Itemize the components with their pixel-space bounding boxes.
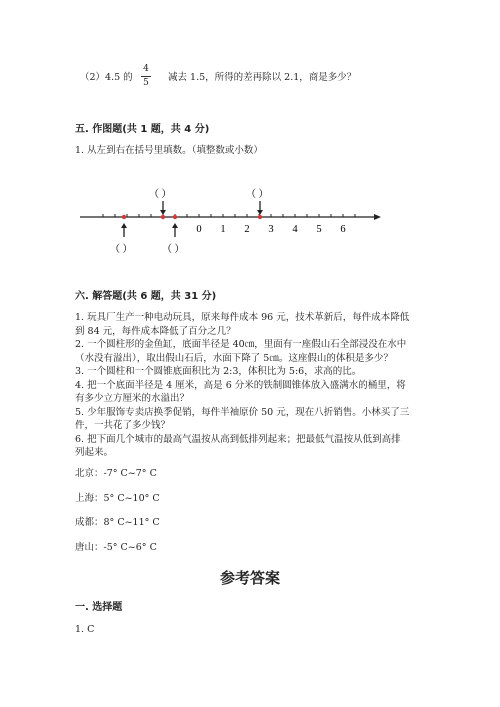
question-line: 列起来。: [75, 447, 114, 458]
fraction-bar: [141, 76, 151, 77]
fraction-numerator: 4: [143, 64, 149, 74]
answer-paren-upper-2[interactable]: （ ）: [246, 189, 269, 200]
tick-label-6: 6: [340, 224, 346, 235]
question-line: 4. 把一个底面半径是 4 厘米，高是 6 分米的铁制圆锥体放入盛满水的桶里，将: [75, 379, 406, 391]
tick-label-5: 5: [316, 224, 322, 235]
number-line-diagram: [0, 180, 500, 270]
fraction-denominator: 5: [143, 78, 149, 88]
down-arrow-2: [257, 201, 263, 215]
fraction-4-5: [141, 64, 151, 89]
axis-arrowhead: [374, 214, 381, 220]
question-line: 6. 把下面几个城市的最高气温按从高到低排列起来；把最低气温按从低到高排: [75, 433, 401, 445]
section-5-question-1: 1. 从左到右在括号里填数。（填整数或小数）: [75, 145, 263, 156]
tick-label-0: 0: [196, 224, 202, 235]
city-temp-shanghai: 上海：5° C~10° C: [75, 493, 160, 504]
up-arrow-1: [121, 223, 127, 237]
question-2-prefix: （2）4.5 的: [80, 72, 133, 83]
question-line: 有多少立方厘米的水溢出？: [75, 393, 190, 404]
question-line: （水没有溢出），取出假山石后，水面下降了 5㎝。这座假山的体积是多少？: [75, 352, 393, 364]
city-temp-tangshan: 唐山：-5° C~6° C: [75, 542, 157, 553]
point-marker-3: [173, 215, 177, 219]
city-temp-beijing: 北京：-7° C~7° C: [75, 468, 157, 479]
answer-paren-lower-2[interactable]: （ ）: [162, 244, 185, 255]
answer-paren-lower-1[interactable]: （ ）: [110, 244, 133, 255]
point-marker-1: [122, 215, 126, 219]
tick-label-1: 1: [220, 224, 226, 235]
question-line: 2. 一个圆柱形的金鱼缸，底面半径是 40㎝，里面有一座假山石全部浸没在水中: [75, 339, 407, 350]
city-temp-chengdu: 成都：8° C~11° C: [75, 517, 160, 528]
question-line: 到 84 元，每件成本降低了百分之几？: [75, 325, 236, 337]
down-arrow-1: [160, 201, 166, 215]
question-line: 5. 少年服饰专卖店换季促销，每件半袖原价 50 元，现在八折销售。小林买了三: [75, 406, 410, 418]
question-line: 1. 玩具厂生产一种电动玩具，原来每件成本 96 元，技术革新后，每件成本降低: [75, 312, 410, 323]
answers-title: 参考答案: [219, 569, 280, 587]
answer-paren-upper-1[interactable]: （ ）: [149, 189, 172, 200]
point-marker-4: [258, 215, 262, 219]
question-2-suffix: 减去 1.5，所得的差再除以 2.1，商是多少？: [168, 72, 357, 83]
section-6-questions: [75, 311, 435, 460]
section-5-heading: 五. 作图题(共 1 题，共 4 分): [75, 124, 210, 135]
tick-label-3: 3: [268, 224, 274, 235]
up-arrow-2: [172, 223, 178, 237]
question-line: 件，一共花了多少钱？: [75, 420, 171, 431]
tick-label-2: 2: [244, 224, 250, 235]
point-marker-2: [161, 215, 165, 219]
tick-label-4: 4: [292, 224, 298, 235]
section-6-heading: 六. 解答题(共 6 题，共 31 分): [75, 291, 217, 302]
answer-1: 1. C: [75, 624, 95, 635]
answers-section-heading: 一. 选择题: [75, 602, 123, 613]
question-line: 3. 一个圆柱和一个圆锥底面积比为 2:3，体积比为 5:6，求高的比。: [75, 366, 362, 377]
